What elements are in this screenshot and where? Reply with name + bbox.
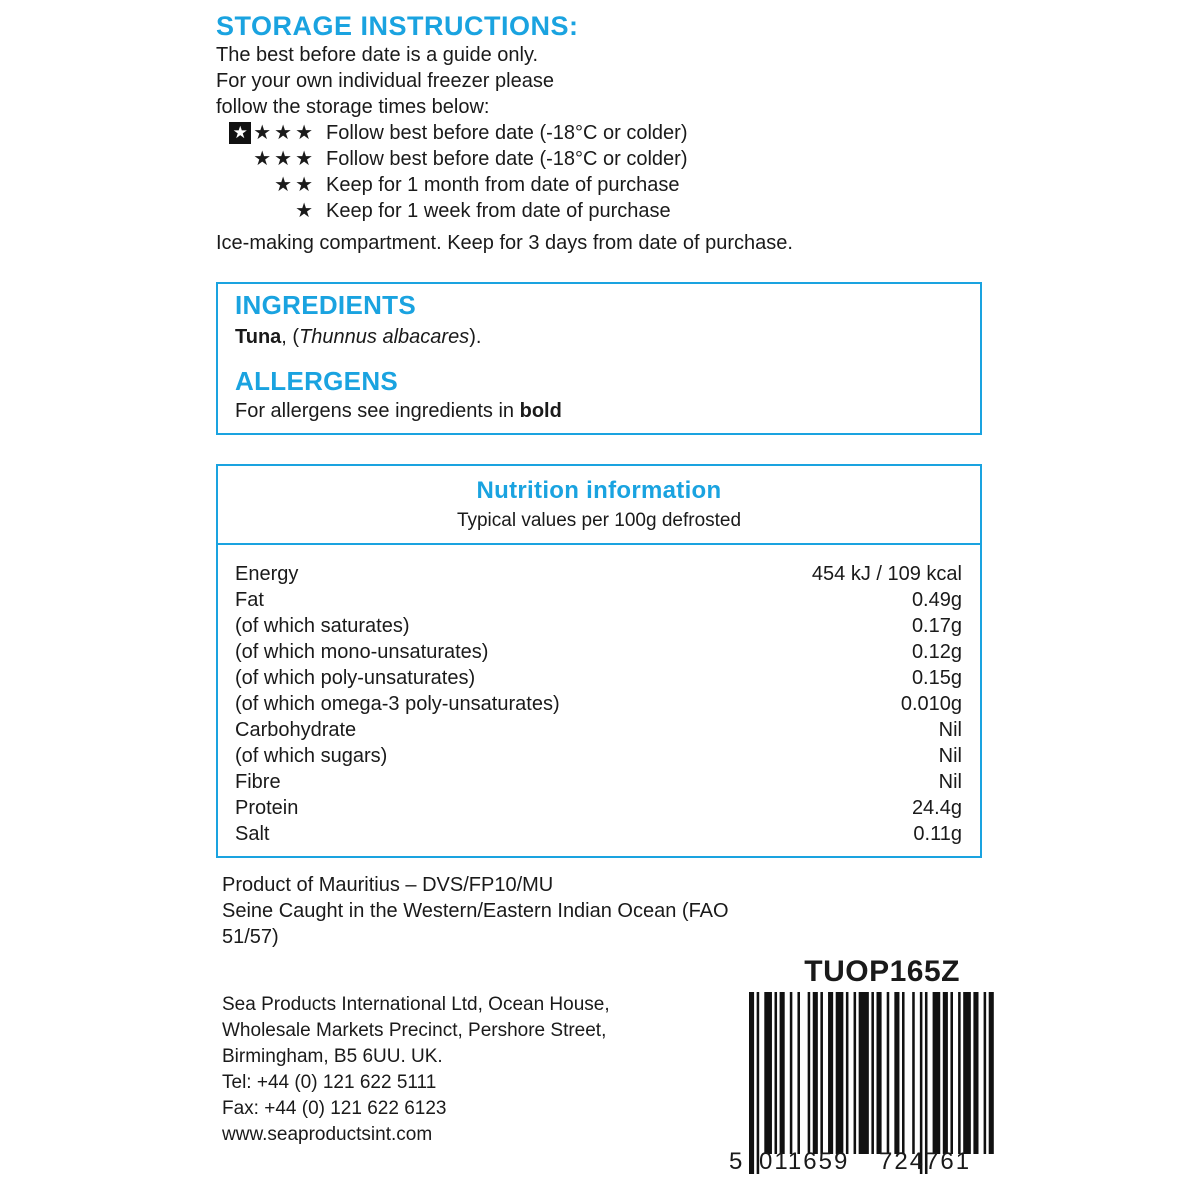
stars-icon: ★★ <box>274 174 316 196</box>
rating-text: Follow best before date (-18°C or colder) <box>326 122 688 144</box>
nutrition-label: Salt <box>235 823 270 845</box>
ingredients-box <box>216 282 982 435</box>
product-code: TUOP165Z <box>804 955 960 988</box>
nutrition-label: (of which sugars) <box>235 745 388 767</box>
nutrition-row <box>235 613 962 639</box>
nutrition-subtitle: Typical values per 100g defrosted <box>456 510 742 531</box>
nutrition-value: 0.15g <box>911 667 962 689</box>
nutrition-row <box>235 717 962 743</box>
freezer-box-star-icon: ★ <box>229 122 251 144</box>
barcode-first-digit: 5 <box>729 1148 743 1175</box>
ingredient-latin: Thunnus albacares <box>299 326 470 348</box>
ingredients-text: Tuna, (Thunnus albacares). <box>235 326 482 348</box>
origin-line: Seine Caught in the Western/Eastern Indian Ocean (FAO <box>222 900 729 922</box>
storage-title: STORAGE INSTRUCTIONS: <box>216 11 579 41</box>
freezer-stars-icon: ★ ★★★ <box>229 120 316 146</box>
nutrition-value: Nil <box>938 745 962 767</box>
storage-line: The best before date is a guide only. <box>216 44 539 66</box>
ingredient-bold: Tuna <box>235 326 282 348</box>
nutrition-row <box>235 587 962 613</box>
nutrition-value: 0.11g <box>913 823 962 845</box>
nutrition-row <box>235 691 962 717</box>
nutrition-row <box>235 795 962 821</box>
nutrition-row <box>235 665 962 691</box>
address-website: www.seaproductsint.com <box>222 1124 433 1145</box>
barcode-right-group: 724761 <box>879 1148 972 1175</box>
address-fax: Fax: +44 (0) 121 622 6123 <box>222 1098 447 1119</box>
barcode <box>727 992 997 1182</box>
nutrition-value: 0.12g <box>911 641 962 663</box>
nutrition-value: 0.17g <box>911 615 962 637</box>
barcode-left-group: 011659 <box>759 1148 850 1175</box>
nutrition-rows <box>218 545 980 847</box>
nutrition-row <box>235 743 962 769</box>
allergens-text: For allergens see ingredients in bold <box>235 400 562 422</box>
allergens-title: ALLERGENS <box>235 366 399 396</box>
storage-line: For your own individual freezer please <box>216 70 554 92</box>
nutrition-label: (of which omega-3 poly-unsaturates) <box>235 693 560 715</box>
nutrition-value: 24.4g <box>911 797 962 819</box>
star-rating-row <box>216 172 976 198</box>
company-address <box>222 992 702 1148</box>
stars-icon: ★ <box>295 200 316 222</box>
nutrition-value: 454 kJ / 109 kcal <box>811 563 962 585</box>
nutrition-row <box>235 821 962 847</box>
nutrition-label: Fat <box>235 589 264 611</box>
origin-line: Product of Mauritius – DVS/FP10/MU <box>222 874 554 896</box>
origin-line: 51/57) <box>222 926 279 948</box>
star-rating-row <box>216 146 976 172</box>
nutrition-value: Nil <box>938 771 962 793</box>
rating-text: Keep for 1 week from date of purchase <box>326 200 671 222</box>
nutrition-label: (of which poly-unsaturates) <box>235 667 476 689</box>
nutrition-table <box>216 464 982 858</box>
nutrition-label: (of which saturates) <box>235 615 410 637</box>
storage-line: follow the storage times below: <box>216 96 490 118</box>
star-rating-row <box>216 198 976 224</box>
storage-instructions <box>216 10 976 224</box>
ingredients-title: INGREDIENTS <box>235 290 416 320</box>
stars-icon: ★★★ <box>253 148 316 170</box>
rating-text: Keep for 1 month from date of purchase <box>326 174 680 196</box>
allergens-bold: bold <box>519 400 562 422</box>
address-line: Birmingham, B5 6UU. UK. <box>222 1046 443 1067</box>
ice-compartment-note: Ice-making compartment. Keep for 3 days from date of purchase. <box>216 232 793 254</box>
nutrition-header <box>218 466 980 545</box>
address-line: Wholesale Markets Precinct, Pershore Street, <box>222 1020 607 1041</box>
address-line: Sea Products International Ltd, Ocean House, <box>222 994 610 1015</box>
nutrition-row <box>235 561 962 587</box>
address-phone: Tel: +44 (0) 121 622 5111 <box>222 1072 437 1093</box>
nutrition-label: Energy <box>235 563 299 585</box>
nutrition-value: 0.49g <box>911 589 962 611</box>
nutrition-label: Carbohydrate <box>235 719 357 741</box>
nutrition-label: Fibre <box>235 771 281 793</box>
nutrition-label: (of which mono-unsaturates) <box>235 641 489 663</box>
nutrition-row <box>235 769 962 795</box>
nutrition-value: 0.010g <box>900 693 962 715</box>
nutrition-row <box>235 639 962 665</box>
rating-text: Follow best before date (-18°C or colder) <box>326 148 688 170</box>
nutrition-title: Nutrition information <box>476 477 722 504</box>
nutrition-value: Nil <box>938 719 962 741</box>
star-rating-row <box>216 120 976 146</box>
nutrition-label: Protein <box>235 797 299 819</box>
origin-info <box>222 872 802 950</box>
